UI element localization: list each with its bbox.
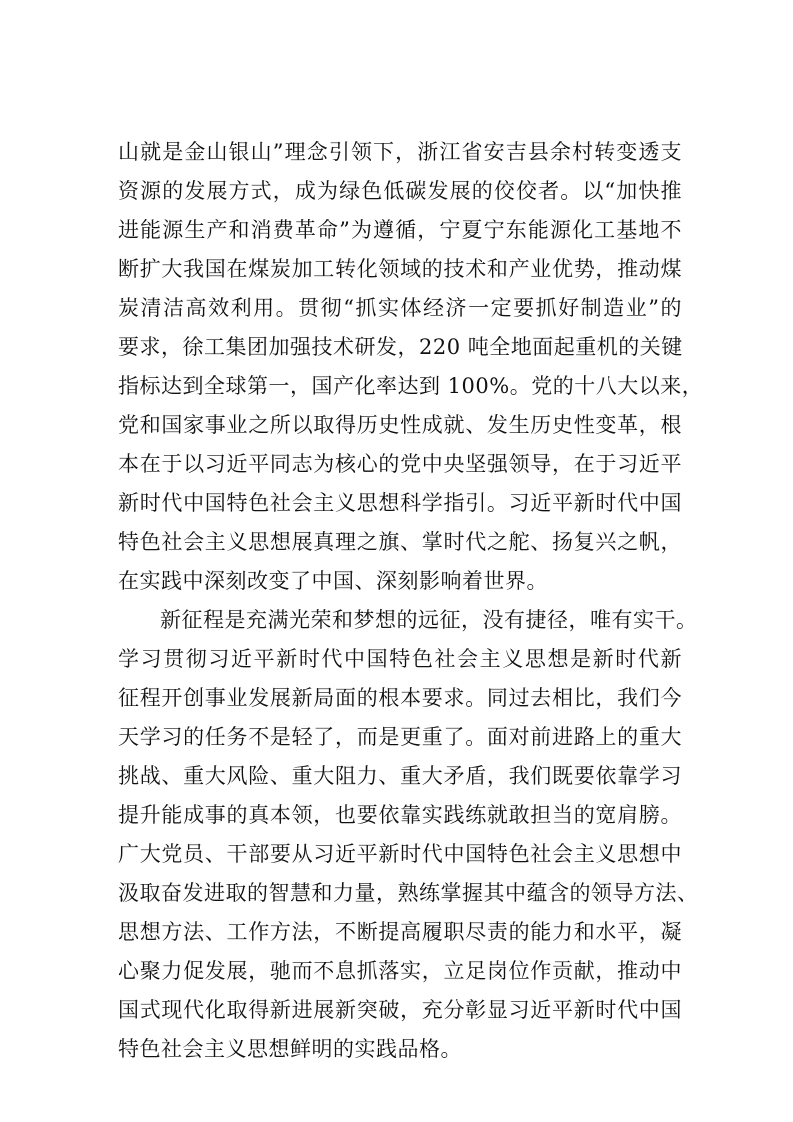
- text-line: 特色社会主义思想鲜明的实践品格。: [118, 1037, 462, 1061]
- text-line: 断扩大我国在煤炭加工转化领域的技术和产业优势，推动煤: [118, 257, 682, 281]
- text-line: 新征程是充满光荣和梦想的远征，没有捷径，唯有实干。: [160, 608, 698, 632]
- text-line: 汲取奋发进取的智慧和力量，熟练掌握其中蕴含的领导方法、: [118, 881, 699, 905]
- document-page: [118, 133, 704, 1069]
- text-line: 炭清洁高效利用。贯彻“抓实体经济一定要抓好制造业”的: [118, 296, 682, 320]
- text-line: 山就是金山银山”理念引领下，浙江省安吉县余村转变透支: [118, 140, 682, 164]
- text-line: 要求，徐工集团加强技术研发，220 吨全地面起重机的关键: [118, 335, 683, 359]
- text-line: 党和国家事业之所以取得历史性成就、发生历史性变革，根: [118, 413, 682, 437]
- text-line: 本在于以习近平同志为核心的党中央坚强领导，在于习近平: [118, 452, 682, 476]
- text-line: 天学习的任务不是轻了，而是更重了。面对前进路上的重大: [118, 725, 682, 749]
- text-line: 新时代中国特色社会主义思想科学指引。习近平新时代中国: [118, 491, 682, 515]
- text-line: 征程开创事业发展新局面的根本要求。同过去相比，我们今: [118, 686, 682, 710]
- paragraph-2: [118, 601, 699, 1069]
- text-line: 提升能成事的真本领，也要依靠实践练就敢担当的宽肩膀。: [118, 803, 682, 827]
- text-line: 进能源生产和消费革命”为遵循，宁夏宁东能源化工基地不: [118, 218, 682, 242]
- text-line: 国式现代化取得新进展新突破，充分彰显习近平新时代中国: [118, 998, 682, 1022]
- paragraph-1: [118, 133, 704, 601]
- text-line: 指标达到全球第一，国产化率达到 100%。党的十八大以来，: [118, 374, 704, 398]
- text-line: 学习贯彻习近平新时代中国特色社会主义思想是新时代新: [118, 647, 682, 671]
- text-line: 在实践中深刻改变了中国、深刻影响着世界。: [118, 569, 548, 593]
- text-line: 资源的发展方式，成为绿色低碳发展的佼佼者。以“加快推: [118, 179, 682, 203]
- text-line: 思想方法、工作方法，不断提高履职尽责的能力和水平，凝: [118, 920, 682, 944]
- text-line: 特色社会主义思想展真理之旗、掌时代之舵、扬复兴之帆，: [118, 530, 682, 554]
- text-line: 挑战、重大风险、重大阻力、重大矛盾，我们既要依靠学习: [118, 764, 682, 788]
- text-line: 广大党员、干部要从习近平新时代中国特色社会主义思想中: [118, 842, 682, 866]
- text-line: 心聚力促发展，驰而不息抓落实，立足岗位作贡献，推动中: [118, 959, 682, 983]
